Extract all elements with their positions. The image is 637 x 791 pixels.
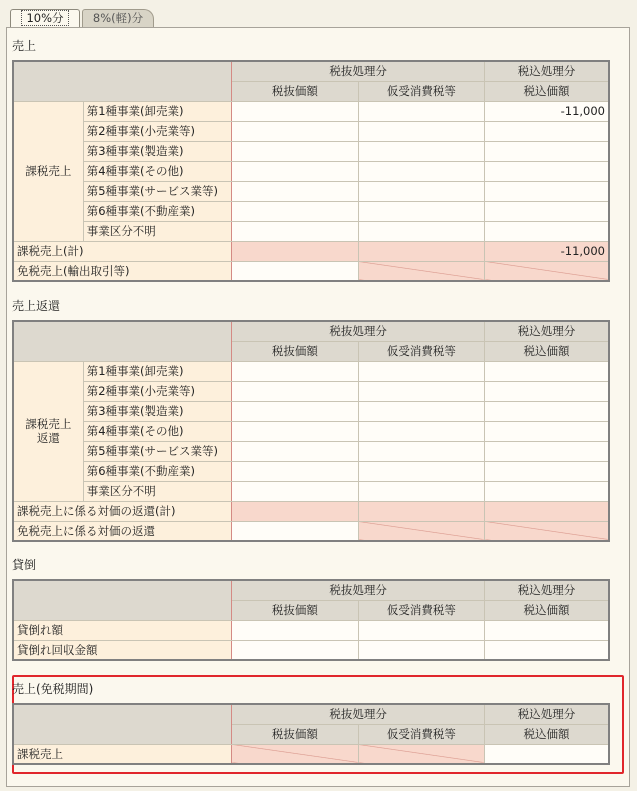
exempt-row xyxy=(13,261,609,281)
incl-price-input[interactable] xyxy=(485,441,609,461)
provisional-tax-input[interactable] xyxy=(358,461,484,481)
exempt-excl-price-input[interactable] xyxy=(232,261,358,281)
disabled-cell xyxy=(358,521,484,541)
sales-title: 売上 xyxy=(12,39,37,53)
incl-price-input[interactable] xyxy=(485,620,609,640)
table-row xyxy=(13,221,609,241)
total-row xyxy=(13,241,609,261)
provisional-tax-input[interactable] xyxy=(358,101,484,121)
excl-price-input[interactable] xyxy=(232,161,358,181)
table-row xyxy=(13,121,609,141)
excl-price-input[interactable] xyxy=(232,181,358,201)
provisional-tax-input[interactable] xyxy=(358,221,484,241)
returns-section xyxy=(12,298,610,542)
disabled-cell xyxy=(358,261,484,281)
bad-debts-title: 貸倒 xyxy=(12,558,37,572)
provisional-tax-input[interactable] xyxy=(358,620,484,640)
incl-price-input[interactable] xyxy=(485,181,609,201)
table-row xyxy=(13,361,609,381)
excl-price-input[interactable] xyxy=(232,461,358,481)
provisional-tax-input[interactable] xyxy=(358,421,484,441)
row-label: 事業区分不明 xyxy=(83,221,231,241)
disabled-cell xyxy=(485,261,609,281)
table-row xyxy=(13,620,609,640)
row-label: 第1種事業(卸売業) xyxy=(83,101,231,121)
disabled-cell xyxy=(485,521,609,541)
excl-price-input[interactable] xyxy=(232,421,358,441)
sales-section xyxy=(12,38,610,282)
provisional-tax-input[interactable] xyxy=(358,121,484,141)
header-group-incl: 税込処理分 xyxy=(485,704,609,724)
excl-price-input[interactable] xyxy=(232,381,358,401)
row-label: 貸倒れ額 xyxy=(13,620,232,640)
table-row xyxy=(13,744,609,764)
excl-price-input[interactable] xyxy=(232,141,358,161)
header-incl-price: 税込価額 xyxy=(485,81,609,101)
returns-title: 売上返還 xyxy=(12,299,61,313)
incl-price-input[interactable] xyxy=(485,640,609,660)
table-row xyxy=(13,401,609,421)
header-provisional-tax: 仮受消費税等 xyxy=(358,341,484,361)
header-incl-price: 税込価額 xyxy=(485,600,609,620)
tab-bar xyxy=(6,8,631,28)
provisional-tax-input[interactable] xyxy=(358,640,484,660)
row-label: 第1種事業(卸売業) xyxy=(83,361,231,381)
row-label: 第3種事業(製造業) xyxy=(83,401,231,421)
tab-8-percent-reduced[interactable]: 8%(軽)分 xyxy=(82,9,154,27)
excl-price-input[interactable] xyxy=(232,640,358,660)
row-label: 第4種事業(その他) xyxy=(83,421,231,441)
row-label: 第3種事業(製造業) xyxy=(83,141,231,161)
total-incl-price: -11,000 xyxy=(485,241,609,261)
header-group-excl: 税抜処理分 xyxy=(232,61,485,81)
table-row xyxy=(13,421,609,441)
incl-price-input[interactable]: -11,000 xyxy=(485,101,609,121)
row-label: 第5種事業(サービス業等) xyxy=(83,441,231,461)
excl-price-input[interactable] xyxy=(232,201,358,221)
incl-price-input[interactable] xyxy=(485,221,609,241)
row-label-exempt: 免税売上(輸出取引等) xyxy=(13,261,232,281)
excl-price-input[interactable] xyxy=(232,101,358,121)
incl-price-input[interactable] xyxy=(485,361,609,381)
row-label: 貸倒れ回収金額 xyxy=(13,640,232,660)
total-excl-price xyxy=(232,241,358,261)
total-provisional-tax xyxy=(358,241,484,261)
excl-price-input[interactable] xyxy=(232,121,358,141)
excl-price-input[interactable] xyxy=(232,401,358,421)
tab-10-percent-label: 10%分 xyxy=(21,10,68,26)
row-label: 課税売上 xyxy=(13,744,232,764)
header-provisional-tax: 仮受消費税等 xyxy=(358,81,484,101)
provisional-tax-input[interactable] xyxy=(358,141,484,161)
table-corner xyxy=(13,580,232,620)
table-row xyxy=(13,101,609,121)
bad-debts-table xyxy=(12,579,610,661)
row-label: 第6種事業(不動産業) xyxy=(83,201,231,221)
group-label-taxable-returns: 課税売上 返還 xyxy=(13,361,83,501)
excl-price-input[interactable] xyxy=(232,441,358,461)
bad-debts-section xyxy=(12,557,610,661)
row-label-exempt: 免税売上に係る対価の返還 xyxy=(13,521,232,541)
incl-price-input[interactable] xyxy=(485,481,609,501)
header-group-incl: 税込処理分 xyxy=(485,580,609,600)
incl-price-input[interactable] xyxy=(485,201,609,221)
provisional-tax-input[interactable] xyxy=(358,381,484,401)
provisional-tax-input[interactable] xyxy=(358,161,484,181)
excl-price-input[interactable] xyxy=(232,361,358,381)
exempt-period-table xyxy=(12,703,610,765)
row-label: 事業区分不明 xyxy=(83,481,231,501)
table-row xyxy=(13,181,609,201)
tab-10-percent[interactable] xyxy=(10,9,80,27)
provisional-tax-input[interactable] xyxy=(358,361,484,381)
disabled-cell xyxy=(232,744,358,764)
exempt-period-title: 売上(免税期間) xyxy=(12,682,94,696)
header-group-incl: 税込処理分 xyxy=(485,61,609,81)
header-provisional-tax: 仮受消費税等 xyxy=(358,600,484,620)
header-provisional-tax: 仮受消費税等 xyxy=(358,724,484,744)
header-incl-price: 税込価額 xyxy=(485,724,609,744)
row-label: 第6種事業(不動産業) xyxy=(83,461,231,481)
provisional-tax-input[interactable] xyxy=(358,181,484,201)
excl-price-input[interactable] xyxy=(232,221,358,241)
header-excl-price: 税抜価額 xyxy=(232,81,358,101)
table-row xyxy=(13,381,609,401)
table-row xyxy=(13,481,609,501)
returns-table xyxy=(12,320,610,542)
incl-price-input[interactable] xyxy=(485,381,609,401)
provisional-tax-input[interactable] xyxy=(358,481,484,501)
header-group-excl: 税抜処理分 xyxy=(232,580,485,600)
total-provisional-tax xyxy=(358,501,484,521)
row-label: 第5種事業(サービス業等) xyxy=(83,181,231,201)
header-incl-price: 税込価額 xyxy=(485,341,609,361)
provisional-tax-input[interactable] xyxy=(358,441,484,461)
provisional-tax-input[interactable] xyxy=(358,401,484,421)
row-label-total: 課税売上に係る対価の返還(計) xyxy=(13,501,232,521)
incl-price-input[interactable] xyxy=(485,401,609,421)
total-incl-price xyxy=(485,501,609,521)
incl-price-input[interactable] xyxy=(485,161,609,181)
table-row xyxy=(13,441,609,461)
header-group-excl: 税抜処理分 xyxy=(232,704,485,724)
row-label: 第4種事業(その他) xyxy=(83,161,231,181)
incl-price-input[interactable] xyxy=(485,744,609,764)
excl-price-input[interactable] xyxy=(232,481,358,501)
incl-price-input[interactable] xyxy=(485,421,609,441)
total-excl-price xyxy=(232,501,358,521)
table-row xyxy=(13,640,609,660)
table-corner xyxy=(13,61,232,101)
incl-price-input[interactable] xyxy=(485,121,609,141)
row-label: 第2種事業(小売業等) xyxy=(83,381,231,401)
header-excl-price: 税抜価額 xyxy=(232,724,358,744)
header-excl-price: 税抜価額 xyxy=(232,341,358,361)
table-row xyxy=(13,201,609,221)
exempt-row xyxy=(13,521,609,541)
disabled-cell xyxy=(358,744,484,764)
incl-price-input[interactable] xyxy=(485,461,609,481)
provisional-tax-input[interactable] xyxy=(358,201,484,221)
header-excl-price: 税抜価額 xyxy=(232,600,358,620)
table-row xyxy=(13,161,609,181)
excl-price-input[interactable] xyxy=(232,620,358,640)
table-corner xyxy=(13,321,232,361)
row-label: 第2種事業(小売業等) xyxy=(83,121,231,141)
exempt-excl-price-input[interactable] xyxy=(232,521,358,541)
group-label-taxable-sales: 課税売上 xyxy=(13,101,83,241)
table-row xyxy=(13,141,609,161)
table-row xyxy=(13,461,609,481)
incl-price-input[interactable] xyxy=(485,141,609,161)
exempt-period-section xyxy=(12,681,610,765)
row-label-total: 課税売上(計) xyxy=(13,241,232,261)
header-group-excl: 税抜処理分 xyxy=(232,321,485,341)
table-corner xyxy=(13,704,232,744)
sales-table xyxy=(12,60,610,282)
header-group-incl: 税込処理分 xyxy=(485,321,609,341)
total-row xyxy=(13,501,609,521)
